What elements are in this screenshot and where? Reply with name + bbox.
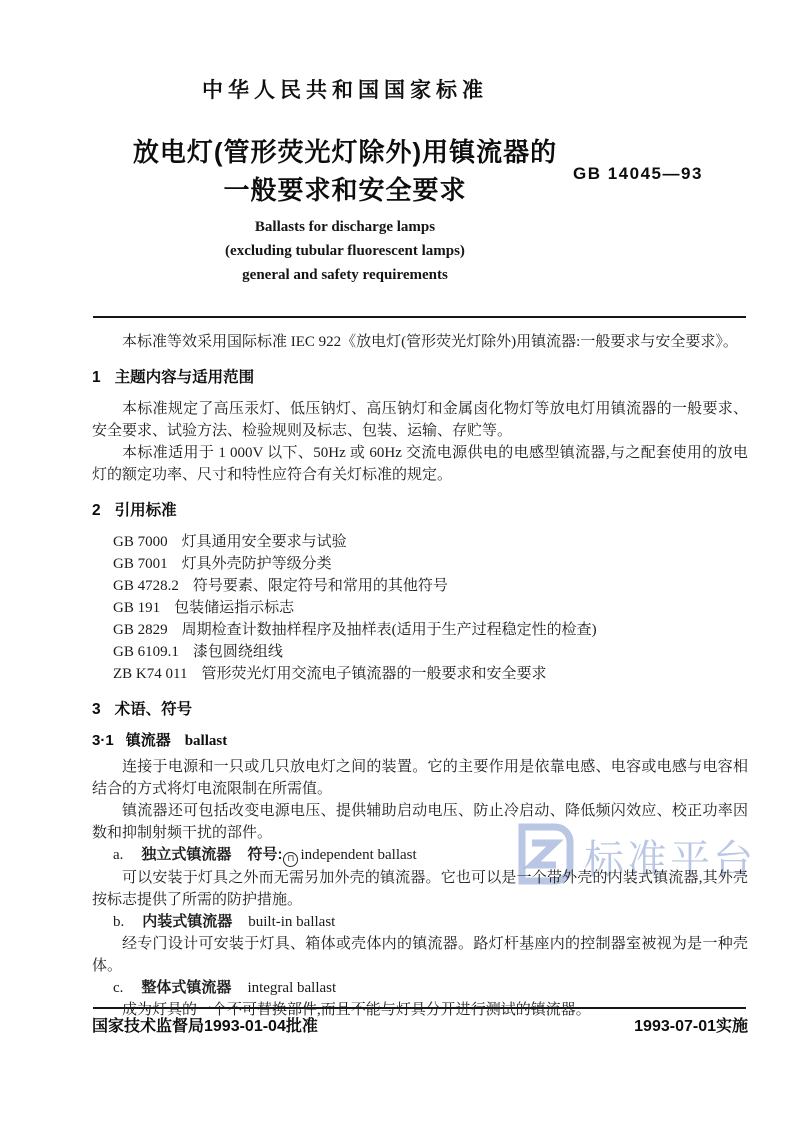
term-b-name-en: built-in ballast — [248, 914, 336, 930]
section-2-number: 2 — [92, 502, 101, 519]
term-a-label: a. — [113, 847, 124, 863]
document-title-zh-line1: 放电灯(管形荧光灯除外)用镇流器的 — [132, 137, 558, 167]
term-a-name-zh: 独立式镇流器 — [141, 846, 232, 863]
approval-statement: 国家技术监督局1993-01-04批准 — [92, 1018, 318, 1035]
reference-title: 管形荧光灯用交流电子镇流器的一般要求和安全要求 — [201, 666, 547, 682]
term-c-line — [92, 977, 748, 999]
document-title-en-line2: (excluding tubular fluorescent lamps) — [225, 243, 465, 259]
reference-title: 灯具外壳防护等级分类 — [181, 556, 332, 572]
effective-date: 1993-07-01实施 — [634, 1018, 748, 1035]
term-c-name-zh: 整体式镇流器 — [141, 979, 232, 996]
term-b-label: b. — [113, 914, 125, 930]
reference-code: GB 6109.1 — [113, 644, 179, 660]
watermark-text: 标准平台 — [584, 837, 756, 882]
reference-item — [92, 619, 748, 641]
standard-number: GB 14045—93 — [573, 164, 703, 183]
reference-item — [92, 597, 748, 619]
header-divider — [93, 316, 746, 318]
section-1-paragraph-1: 本标准规定了高压汞灯、低压钠灯、高压钠灯和金属卤化物灯等放电灯用镇流器的一般要求、安全要求、试验方法、检验规则及标志、包装、运输、存贮等。 — [92, 401, 748, 439]
reference-item — [92, 575, 748, 597]
reference-item — [92, 641, 748, 663]
term-c-label: c. — [113, 980, 124, 996]
reference-code: GB 7001 — [113, 556, 168, 572]
section-3-title: 术语、符号 — [114, 701, 193, 718]
reference-item — [92, 531, 748, 553]
clause-3-1-paragraph-2: 镇流器还可包括改变电源电压、提供辅助启动电压、防止冷启动、降低频闪效应、校正功率因数和抑制射频干扰的部件。 — [92, 803, 748, 841]
reference-item — [92, 663, 748, 685]
reference-title: 漆包圆绕组线 — [192, 644, 283, 660]
document-title-en-line3: general and safety requirements — [242, 267, 448, 283]
reference-title: 周期检查计数抽样程序及抽样表(适用于生产过程稳定性的检查) — [181, 622, 597, 638]
reference-item — [92, 553, 748, 575]
section-3-number: 3 — [92, 701, 101, 718]
section-2-heading — [92, 500, 748, 522]
independent-ballast-symbol-icon: ⊓ — [283, 852, 298, 867]
clause-3-1-term-en: ballast — [184, 733, 228, 749]
term-b-name-zh: 内装式镇流器 — [142, 913, 233, 930]
clause-3-1-paragraph-1: 连接于电源和一只或几只放电灯之间的装置。它的主要作用是依靠电感、电容或电感与电容相结合的方式将灯电流限制在所需值。 — [92, 759, 748, 797]
clause-3-1-heading — [92, 730, 748, 752]
term-b-definition: 经专门设计可安装于灯具、箱体或壳体内的镇流器。路灯杆基座内的控制器室被视为是一种壳体。 — [92, 936, 748, 974]
term-a-definition: 可以安装于灯具之外而无需另加外壳的镇流器。它也可以是一个带外壳的内装式镇流器,其外壳按标志提供了所需的防护措施。 — [92, 870, 748, 908]
reference-title: 包装储运指示标志 — [174, 600, 295, 616]
reference-code: ZB K74 011 — [113, 666, 188, 682]
intro-paragraph: 本标准等效采用国际标准 IEC 922《放电灯(管形荧光灯除外)用镇流器:一般要求与安全要求》。 — [122, 334, 738, 350]
reference-code: GB 4728.2 — [113, 578, 179, 594]
country-standard-label: 中华人民共和国国家标准 — [202, 79, 488, 102]
term-a-line — [92, 844, 748, 867]
section-1-title: 主题内容与适用范围 — [114, 369, 255, 386]
document-title-zh-line2: 一般要求和安全要求 — [223, 175, 467, 205]
section-3-heading — [92, 699, 748, 721]
document-body — [92, 331, 748, 1021]
reference-title: 灯具通用安全要求与试验 — [181, 534, 347, 550]
term-b-line — [92, 911, 748, 933]
reference-title: 符号要素、限定符号和常用的其他符号 — [192, 578, 448, 594]
term-c-name-en: integral ballast — [247, 980, 337, 996]
clause-3-1-number: 3·1 — [92, 732, 114, 749]
document-title-en-line1: Ballasts for discharge lamps — [254, 219, 436, 235]
reference-code: GB 2829 — [113, 622, 168, 638]
section-2-title: 引用标准 — [114, 502, 177, 519]
term-a-name-en: independent ballast — [300, 847, 417, 863]
reference-code: GB 191 — [113, 600, 161, 616]
reference-code: GB 7000 — [113, 534, 168, 550]
section-1-number: 1 — [92, 369, 101, 386]
section-1-paragraph-2: 本标准适用于 1 000V 以下、50Hz 或 60Hz 交流电源供电的电感型镇流器,与之配套使用的放电灯的额定功率、尺寸和特性应符合有关灯标准的规定。 — [92, 445, 748, 483]
term-a-symbol-label: 符号: — [247, 846, 283, 863]
document-footer — [92, 1013, 748, 1036]
clause-3-1-term-zh: 镇流器 — [125, 732, 171, 749]
term-c-definition: 成为灯具的一个不可替换部件,而且不能与灯具分开进行测试的镇流器。 — [122, 1002, 591, 1018]
section-1-heading — [92, 367, 748, 389]
